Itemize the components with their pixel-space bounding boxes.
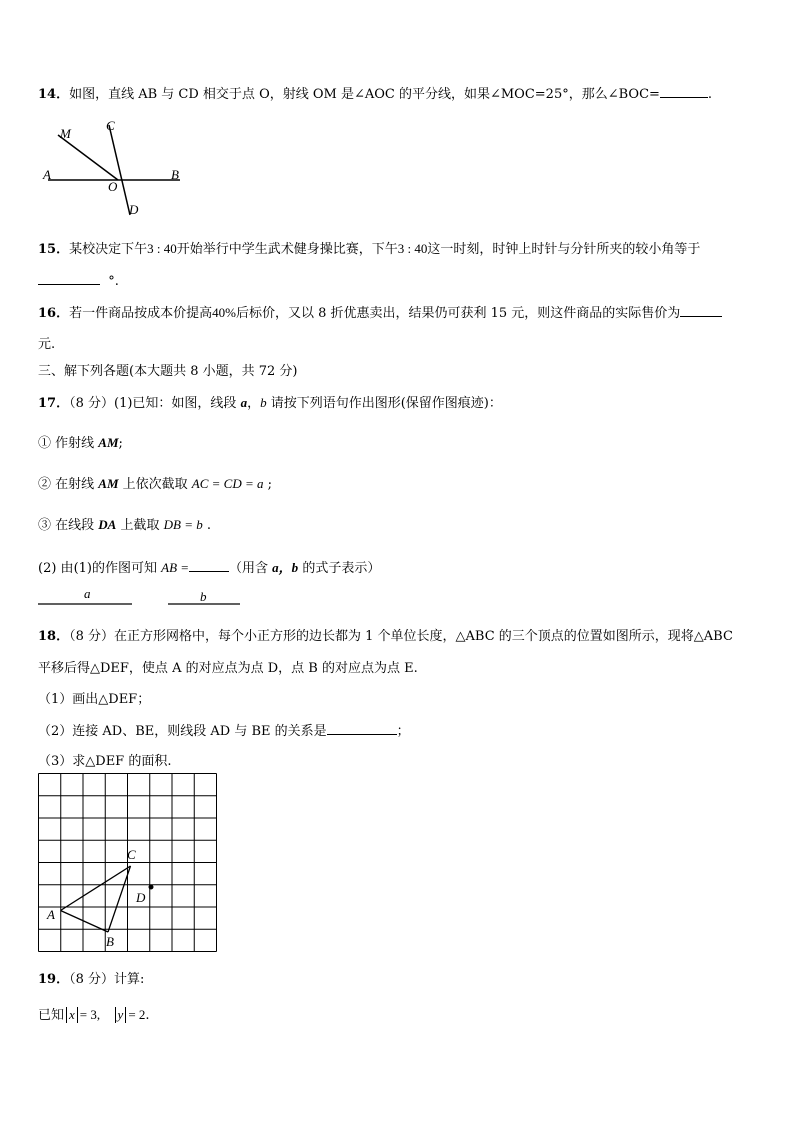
line-cd xyxy=(109,125,130,215)
section-heading: 三、解下列各题(本大题共 8 小题，共 72 分) xyxy=(38,364,298,379)
question-number: 19． xyxy=(38,972,70,987)
question-18: 18．（8 分）在正方形网格中，每个小正方形的边长都为 1 个单位长度，△ABC 的三个顶点的位置如图所示，现将△ABC xyxy=(38,629,733,644)
question-14: 14．如图，直线 AB 与 CD 相交于点 O，射线 OM 是∠AOC 的平分线，如果∠MOC=25°，那么∠BOC= . xyxy=(38,83,712,102)
label-c: C xyxy=(106,118,115,133)
label-a: A xyxy=(43,167,51,182)
figure-segments xyxy=(38,585,248,607)
q18-sub-2: （2）连接 AD、BE，则线段 AD 与 BE 的关系是 ； xyxy=(38,720,410,739)
question-19: 19．（8 分）计算: xyxy=(38,972,145,987)
question-16: 16．若一件商品按成本价提高40%后标价，又以 8 折优惠卖出，结果仍可获利 15 元，则这件商品的实际售价为 xyxy=(38,302,722,321)
grid-label-c: C xyxy=(127,847,136,862)
answer-blank[interactable] xyxy=(660,83,708,98)
question-number: 14． xyxy=(38,87,70,102)
question-number: 16． xyxy=(38,306,70,321)
q17-step-3: ③ 在线段 DA 上截取 DB = b . xyxy=(38,517,211,533)
grid-label-a: A xyxy=(47,907,55,922)
question-17: 17．（8 分）(1)已知：如图，线段 a，b 请按下列语句作出图形(保留作图痕迹)： xyxy=(38,395,502,411)
ray-om xyxy=(58,135,118,180)
abs-x: x xyxy=(66,1007,78,1023)
q17-step-1: ① 作射线 AM; xyxy=(38,435,123,451)
answer-blank[interactable] xyxy=(327,720,397,735)
q17-step-2: ② 在射线 AM 上依次截取 AC = CD = a ; xyxy=(38,476,273,492)
label-d: D xyxy=(129,202,139,217)
q18-sub-3: （3）求△DEF 的面积. xyxy=(38,754,172,769)
question-text: 如图，直线 AB 与 CD 相交于点 O，射线 OM 是∠AOC 的平分线，如果∠MOC=25°，那么∠BOC= xyxy=(69,87,660,102)
grid-lines xyxy=(39,774,217,952)
q17-part-2: (2) 由(1)的作图可知 AB = （用含 a，b 的式子表示） xyxy=(38,557,380,576)
q18-sub-1: （1）画出△DEF； xyxy=(38,692,151,707)
question-18-line-2: 平移后得△DEF，使点 A 的对应点为点 D，点 B 的对应点为点 E. xyxy=(38,661,418,676)
label-b: B xyxy=(171,167,179,182)
answer-blank[interactable] xyxy=(38,270,100,285)
triangle-side-ac xyxy=(61,866,131,911)
q19-given: 已知 x = 3, y = 2. xyxy=(38,1007,150,1023)
question-number: 17． xyxy=(38,396,70,411)
square-grid-figure xyxy=(38,773,222,957)
grid-label-b: B xyxy=(106,934,114,949)
question-15-cont: °. xyxy=(38,270,119,289)
figure-intersecting-lines xyxy=(38,112,188,222)
label-m: M xyxy=(60,126,71,141)
answer-blank[interactable] xyxy=(189,557,229,572)
segment-b-label: b xyxy=(200,589,207,604)
label-o: O xyxy=(108,179,118,194)
answer-blank[interactable] xyxy=(680,302,722,317)
segment-a-label: a xyxy=(84,586,91,601)
question-15: 15．某校决定下午3 : 40开始举行中学生武术健身操比赛，下午3 : 40这一时刻，时钟上时针与分针所夹的较小角等于 xyxy=(38,241,701,257)
grid-label-d: D xyxy=(136,890,146,905)
abs-y: y xyxy=(115,1007,127,1023)
question-16-cont: 元. xyxy=(38,337,56,352)
point-d xyxy=(149,885,154,890)
question-number: 18． xyxy=(38,629,70,644)
question-number: 15． xyxy=(38,242,70,257)
